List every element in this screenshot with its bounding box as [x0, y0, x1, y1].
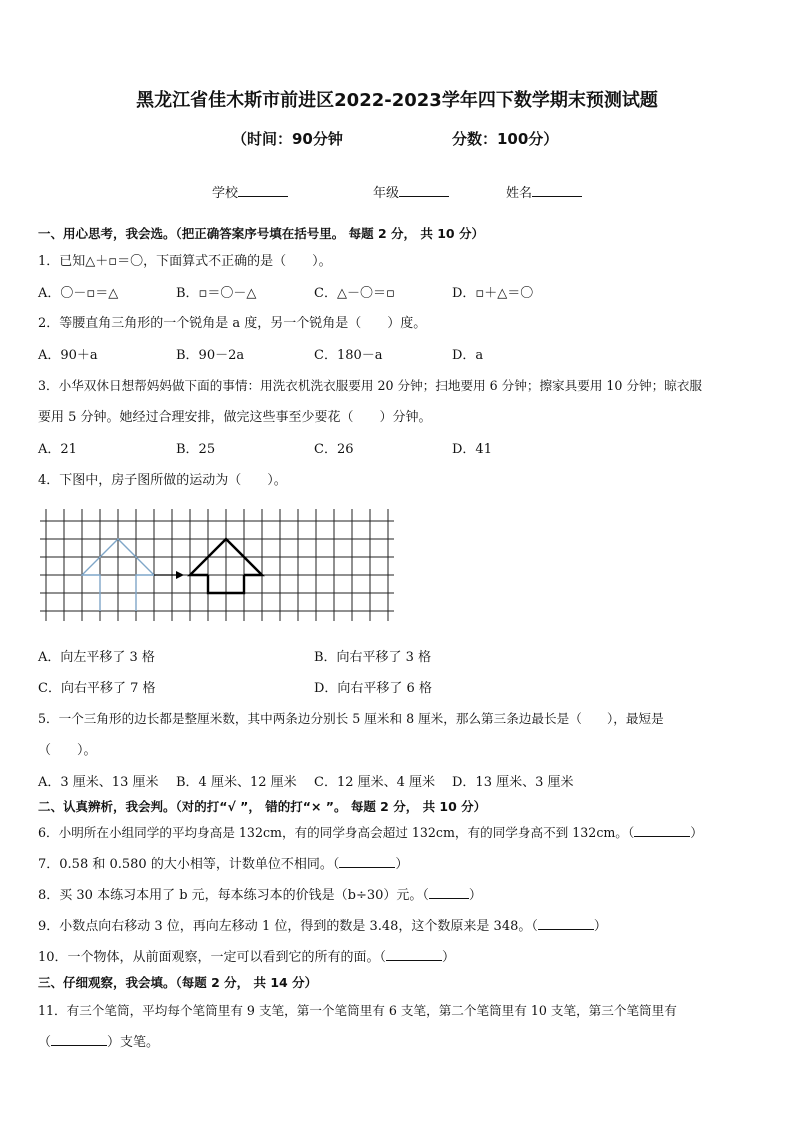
q1-option-c[interactable]: C．△－〇＝▫ [314, 286, 395, 301]
name-field[interactable]: 姓名 [506, 182, 582, 201]
q10-answer-blank[interactable] [386, 948, 442, 961]
q2-option-d[interactable]: D．a [452, 348, 484, 363]
question-9: 9．小数点向右移动 3 位，再向左移动 1 位，得到的数是 3.48，这个数原来是 348。（ ） [38, 919, 607, 934]
q6-answer-blank[interactable] [634, 824, 690, 837]
q1-option-a[interactable]: A．〇－▫＝△ [38, 286, 119, 301]
question-1: 1．已知△＋▫＝〇，下面算式不正确的是（ ）。 [38, 254, 332, 269]
q5-option-c[interactable]: C．12 厘米、4 厘米 [314, 775, 436, 790]
q4-option-c[interactable]: C．向右平移了 7 格 [38, 681, 156, 696]
q2-option-b[interactable]: B．90－2a [176, 348, 245, 363]
section-3-heading: 三、仔细观察，我会填。（每题 2 分， 共 14 分） [38, 975, 318, 990]
q2-option-c[interactable]: C．180－a [314, 348, 383, 363]
q8-answer-blank[interactable] [429, 886, 469, 899]
question-5-line-2: （ ）。 [38, 743, 97, 758]
question-10: 10．一个物体，从前面观察，一定可以看到它的所有的面。（ ） [38, 950, 456, 965]
q5-option-d[interactable]: D．13 厘米、3 厘米 [452, 775, 574, 790]
question-8: 8．买 30 本练习本用了 b 元，每本练习本的价钱是（b÷30）元。（ ） [38, 888, 482, 903]
translation-arrowhead [176, 571, 184, 579]
question-2: 2．等腰直角三角形的一个锐角是 a 度，另一个锐角是（ ）度。 [38, 316, 427, 331]
q1-option-d[interactable]: D．▫＋△＝〇 [452, 286, 534, 301]
q9-answer-blank[interactable] [538, 917, 594, 930]
time-info: （时间：90分钟 [232, 130, 343, 148]
q4-option-a[interactable]: A．向左平移了 3 格 [38, 650, 155, 665]
q5-option-a[interactable]: A．3 厘米、13 厘米 [38, 775, 159, 790]
section-1-heading: 一、用心思考，我会选。（把正确答案序号填在括号里。 每题 2 分， 共 10 分） [38, 226, 484, 241]
q4-option-d[interactable]: D．向右平移了 6 格 [314, 681, 432, 696]
q7-answer-blank[interactable] [339, 855, 395, 868]
q11-answer-blank[interactable] [51, 1033, 107, 1046]
school-field[interactable]: 学校 [212, 182, 288, 201]
q1-option-b[interactable]: B．▫＝〇－△ [176, 286, 257, 301]
question-6: 6．小明所在小组同学的平均身高是 132cm，有的同学身高会超过 132cm，有的同学身高不到 132cm。（ ） [38, 825, 703, 840]
question-7: 7．0.58 和 0.580 的大小相等，计数单位不相同。（ ） [38, 857, 409, 872]
q3-option-d[interactable]: D．41 [452, 442, 492, 457]
question-3-line-2: 要用 5 分钟。她经过合理安排，做完这些事至少要花（ ）分钟。 [38, 410, 432, 425]
q2-option-a[interactable]: A．90＋a [38, 348, 98, 363]
page-title: 黑龙江省佳木斯市前进区2022-2023学年四下数学期末预测试题 [136, 90, 658, 111]
section-2-heading: 二、认真辨析，我会判。（对的打“√ ”， 错的打“× ”。 每题 2 分， 共 10 分） [38, 799, 487, 814]
translation-grid-figure [38, 505, 398, 625]
q4-option-b[interactable]: B．向右平移了 3 格 [314, 650, 432, 665]
question-4: 4．下图中，房子图所做的运动为（ ）。 [38, 473, 287, 488]
q3-option-a[interactable]: A．21 [38, 442, 77, 457]
question-11-line-1: 11．有三个笔筒，平均每个笔筒里有 9 支笔，第一个笔筒里有 6 支笔，第二个笔筒里有 10 支笔，第三个笔筒里有 [38, 1003, 677, 1018]
question-11-line-2: （ ）支笔。 [38, 1035, 160, 1050]
score-info: 分数：100分） [452, 130, 559, 148]
q3-option-c[interactable]: C．26 [314, 442, 354, 457]
q5-option-b[interactable]: B．4 厘米、12 厘米 [176, 775, 297, 790]
grade-field[interactable]: 年级 [373, 182, 449, 201]
question-5-line-1: 5．一个三角形的边长都是整厘米数，其中两条边分别长 5 厘米和 8 厘米，那么第三条边最长是（ ），最短是 [38, 711, 664, 726]
q3-option-b[interactable]: B．25 [176, 442, 216, 457]
question-3-line-1: 3．小华双休日想帮妈妈做下面的事情：用洗衣机洗衣服要用 20 分钟；扫地要用 6 分钟；擦家具要用 10 分钟；晾衣服 [38, 378, 703, 393]
grid-lines [40, 509, 394, 621]
